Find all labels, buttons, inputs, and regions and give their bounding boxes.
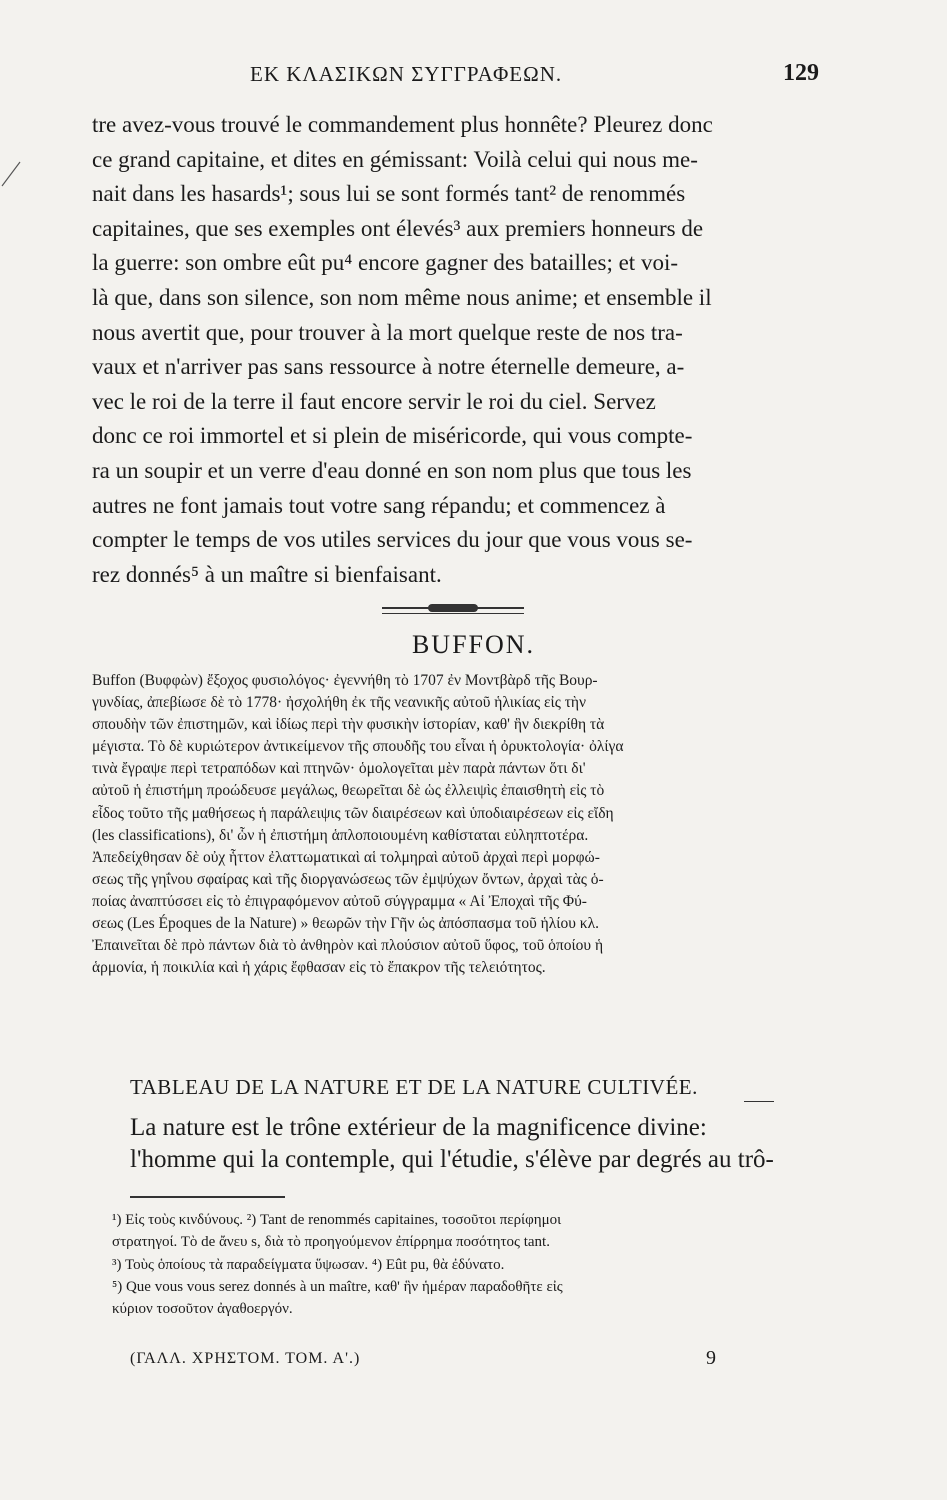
bio-line: γυνδίας, ἀπεβίωσε δὲ τὸ 1778· ἠσχολήθη ἐκ τῆς νεανικῆς αὐτοῦ ἡλικίας εἰς τὴν xyxy=(92,694,587,712)
footnote-line: ³) Τοὺς ὁποίους τὰ παραδείγματα ὕψωσαν. ⁴) Eût pu, θὰ ἐδύνατο. xyxy=(112,1256,505,1273)
bio-line: ἁρμονία, ἡ ποικιλία καὶ ἡ χάρις ἔφθασαν εἰς τὸ ἔπακρον τῆς τελειότητος. xyxy=(92,959,546,977)
bio-line: ποίας ἀναπτύσσει εἰς τὸ ἐπιγραφόμενον αὐτοῦ σύγγραμμα « Αἱ Ἐποχαὶ τῆς Φύ- xyxy=(92,892,587,910)
bio-line: σεως τῆς γηΐνου σφαίρας καὶ τῆς διοργανώσεως τῶν ἐμψύχων ὄντων, ἀρχαὶ τὰς ὁ- xyxy=(92,870,604,888)
excerpt-line: La nature est le trône extérieur de la magnificence divine: xyxy=(130,1114,707,1141)
text-line: ra un soupir et un verre d'eau donné en son nom plus que tous les xyxy=(92,457,692,483)
text-line: la guerre: son ombre eût pu⁴ encore gagner des batailles; et voi- xyxy=(92,250,678,276)
footnote-line: στρατηγοί. Τὸ de ἄνευ s, διὰ τὸ προηγούμενον ἐπίρρημα ποσότητος tant. xyxy=(112,1234,550,1251)
text-line: ce grand capitaine, et dites en gémissant: Voilà celui qui nous me- xyxy=(92,146,698,172)
printer-signature: (ΓΑΛΛ. ΧΡΗΣΤΟΜ. ΤΟΜ. Α'.) xyxy=(130,1350,361,1367)
text-line: vec le roi de la terre il faut encore servir le roi du ciel. Servez xyxy=(92,388,656,414)
subsection-title: TABLEAU DE LA NATURE ET DE LA NATURE CULTIVÉE. xyxy=(130,1075,698,1099)
excerpt-line: l'homme qui la contemple, qui l'étudie, s'élève par degrés au trô- xyxy=(130,1146,774,1173)
footnote-line: κύριον τοσοῦτον ἀγαθοεργόν. xyxy=(112,1301,293,1318)
footnote-rule xyxy=(130,1196,285,1198)
text-line: nait dans les hasards¹; sous lui se sont formés tant² de renommés xyxy=(92,181,686,207)
footnotes xyxy=(112,1209,822,1320)
text-line: autres ne font jamais tout votre sang répandu; et commencez à xyxy=(92,492,666,518)
main-text xyxy=(92,108,822,592)
bio-line: (les classifications), δι' ὧν ἡ ἐπιστήμη ἁπλοποιουμένη καθίσταται εὐληπτοτέρα. xyxy=(92,826,589,844)
signature-number: 9 xyxy=(706,1347,716,1369)
text-line: tre avez-vous trouvé le commandement plus honnête? Pleurez donc xyxy=(92,112,713,137)
text-line: là que, dans son silence, son nom même nous anime; et ensemble il xyxy=(92,284,712,310)
text-line: donc ce roi immortel et si plein de miséricorde, qui vous compte- xyxy=(92,423,693,449)
page-header xyxy=(250,62,819,94)
bio-line: μέγιστα. Τὸ δὲ κυριώτερον ἀντικείμενον τῆς σπουδῆς του εἶναι ἡ ὀρυκτολογία· ὀλίγα xyxy=(92,738,624,756)
bio-line: Ἐπαινεῖται δὲ πρὸ πάντων διὰ τὸ ἀνθηρὸν καὶ πλούσιον αὐτοῦ ὕφος, τοῦ ὁποίου ἡ xyxy=(92,937,604,955)
footnote-line: ¹) Εἰς τοὺς κινδύνους. ²) Tant de renommés capitaines, τοσοῦτοι περίφημοι xyxy=(112,1212,562,1228)
running-title: ΕΚ ΚΛΑΣΙΚΩΝ ΣΥΓΓΡΑΦΕΩΝ. xyxy=(250,62,563,86)
text-line: nous avertit que, pour trouver à la mort quelque reste de nos tra- xyxy=(92,319,683,345)
bio-line: Ἀπεδείχθησαν δὲ οὐχ ἧττον ἐλαττωματικαὶ αἱ τολμηραὶ αὐτοῦ ἀρχαὶ περὶ μορφώ- xyxy=(92,848,600,866)
ornamental-separator xyxy=(382,607,524,614)
footnote-line: ⁵) Que vous vous serez donnés à un maître, καθ' ἣν ἡμέραν παραδοθῆτε εἰς xyxy=(112,1278,563,1295)
text-line: capitaines, que ses exemples ont élevés³ aux premiers honneurs de xyxy=(92,215,704,241)
bio-line: σπουδὴν τῶν ἐπιστημῶν, καὶ ἰδίως περὶ τὴν φυσικὴν ἱστορίαν, καθ' ἣν διεκρίθη τὰ xyxy=(92,716,605,734)
author-biography xyxy=(92,670,822,979)
page-number: 129 xyxy=(783,60,819,86)
bio-line: αὐτοῦ ἡ ἐπιστήμη προώδευσε μεγάλως, θεωρεῖται δὲ ὡς ἐλλειψὶς ἐπαισθητὴ εἰς τὸ xyxy=(92,782,605,800)
separator-ornament xyxy=(428,604,478,612)
text-line: compter le temps de vos utiles services du jour que vous vous se- xyxy=(92,527,693,553)
excerpt-text xyxy=(130,1112,820,1176)
margin-pencil-mark xyxy=(0,158,22,188)
subtitle-underline xyxy=(744,1101,774,1102)
section-title: BUFFON. xyxy=(411,630,536,659)
bio-line: τινὰ ἔγραψε περὶ τετραπόδων καὶ πτηνῶν· ὁμολογεῖται μὲν παρὰ πάντων ὅτι δι' xyxy=(92,760,586,778)
text-line: rez donnés⁵ à un maître si bienfaisant. xyxy=(92,561,442,587)
bio-line: εἶδος τοῦτο τῆς μαθήσεως ἡ παράλειψις τῶν διαιρέσεων καὶ ὑποδιαιρέσεων εἰς εἴδη xyxy=(92,804,614,822)
text-line: vaux et n'arriver pas sans ressource à notre éternelle demeure, a- xyxy=(92,354,685,380)
bio-line: σεως (Les Époques de la Nature) » θεωρῶν τὴν Γῆν ὡς ἀπόσπασμα τοῦ ἡλίου κλ. xyxy=(92,915,599,933)
bio-line: Buffon (Βυφφὼν) ἔξοχος φυσιολόγος· ἐγεννήθη τὸ 1707 ἐν Μοντβὰρδ τῆς Βουρ- xyxy=(92,672,598,689)
